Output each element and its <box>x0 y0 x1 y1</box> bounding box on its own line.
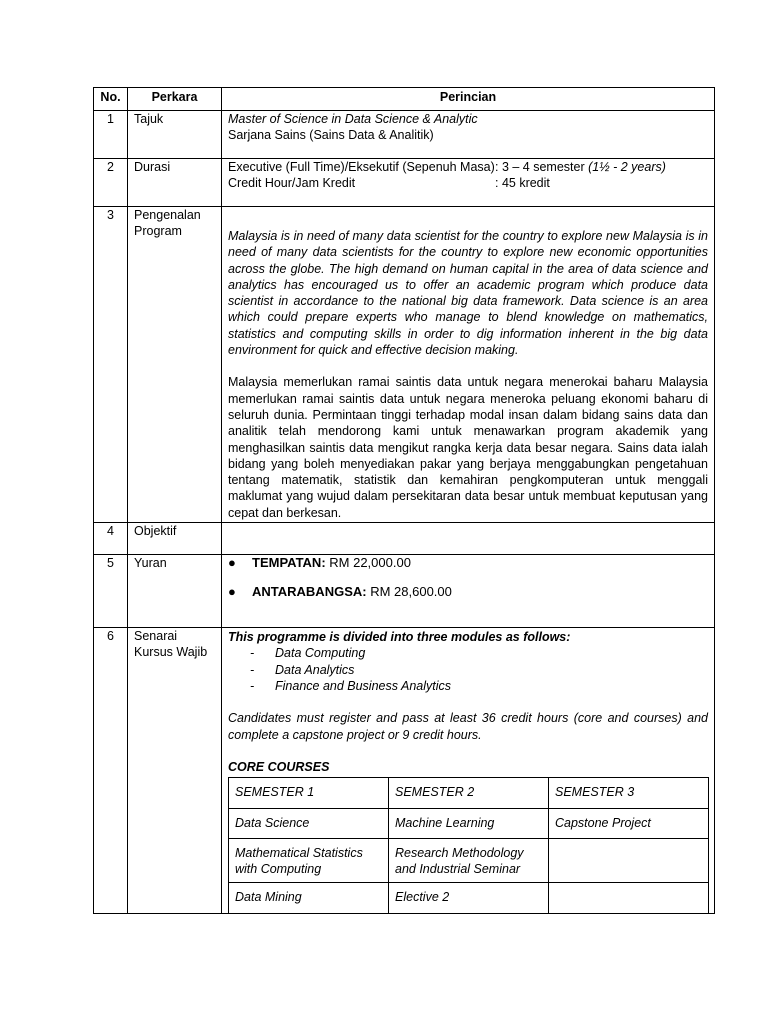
row-detail <box>222 159 715 207</box>
table-cell: Data Science <box>229 809 389 839</box>
row-pengenalan <box>94 207 715 523</box>
credit-label: Credit Hour/Jam Kredit <box>228 176 356 191</box>
row-tajuk <box>94 111 715 159</box>
table-cell: Research Methodology and Industrial Seminar <box>389 839 549 883</box>
row-label: Yuran <box>128 555 222 628</box>
table-cell: Data Mining <box>229 883 389 914</box>
row-detail <box>222 207 715 523</box>
row-number: 2 <box>94 159 128 207</box>
row-label: Durasi <box>128 159 222 207</box>
fee-local-label: TEMPATAN: <box>252 555 326 571</box>
row-label: Pengenalan Program <box>128 207 222 523</box>
row-label: Senarai Kursus Wajib <box>128 628 222 914</box>
row-number: 6 <box>94 628 128 914</box>
bullet-icon: ● <box>228 555 236 571</box>
fee-international <box>228 584 708 600</box>
fee-intl-label: ANTARABANGSA: <box>252 584 367 600</box>
core-courses-table <box>228 777 709 914</box>
row-number: 5 <box>94 555 128 628</box>
table-cell: Capstone Project <box>549 809 709 839</box>
header-row <box>94 88 715 111</box>
list-item: - Finance and Business Analytics <box>250 678 452 693</box>
list-item: - Data Analytics <box>250 662 355 677</box>
module-list <box>228 645 708 694</box>
row-detail <box>222 523 715 555</box>
row-detail <box>222 111 715 159</box>
row-number: 3 <box>94 207 128 523</box>
core-courses-heading: CORE COURSES <box>228 759 330 774</box>
row-label: Tajuk <box>128 111 222 159</box>
title-english: Master of Science in Data Science & Analytic <box>228 112 478 126</box>
duration-value: : 3 – 4 semester (1½ - 2 years) <box>495 160 666 174</box>
fee-intl-value: RM 28,600.00 <box>366 584 452 600</box>
fee-local-value: RM 22,000.00 <box>325 555 411 571</box>
programme-info-table <box>93 87 715 914</box>
table-cell: Mathematical Statistics with Computing <box>229 839 389 883</box>
duration-years: (1½ - 2 years) <box>588 160 666 174</box>
row-kursus <box>94 628 715 914</box>
table-header-cell: SEMESTER 1 <box>229 778 389 809</box>
header-no: No. <box>94 88 128 111</box>
row-objektif <box>94 523 715 555</box>
row-yuran <box>94 555 715 628</box>
list-item: - Data Computing <box>250 646 366 661</box>
credit-line <box>228 175 708 191</box>
table-header-cell: SEMESTER 2 <box>389 778 549 809</box>
duration-label: Executive (Full Time)/Eksekutif (Sepenuh Masa) <box>228 160 495 174</box>
table-row <box>229 778 709 809</box>
row-detail <box>222 555 715 628</box>
fee-local <box>228 555 708 571</box>
row-number: 4 <box>94 523 128 555</box>
header-perkara: Perkara <box>128 88 222 111</box>
table-row <box>229 883 709 914</box>
table-header-cell: SEMESTER 3 <box>549 778 709 809</box>
header-perincian: Perincian <box>222 88 715 111</box>
row-durasi <box>94 159 715 207</box>
table-row <box>229 839 709 883</box>
title-malay: Sarjana Sains (Sains Data & Analitik) <box>228 128 434 143</box>
table-cell <box>549 883 709 914</box>
table-cell: Machine Learning <box>389 809 549 839</box>
table-cell: Elective 2 <box>389 883 549 914</box>
credit-value: : 45 kredit <box>495 176 550 191</box>
intro-paragraph-english: Malaysia is in need of many data scientist for the country to explore new Malaysia is in need of many data scientists for the country to explore new economic opportunities across the globe. The high demand on human capital in the area of data science and analytics has encouraged us to offer an academic program which produce data scientist in accordance to the national big data framework. Data science is an area which could prepare experts who manage to blend knowledge on mathematics, statistics and computing skills in order to dig information inherent in the big data environment for quick and effective decision making. <box>228 229 708 358</box>
bullet-icon: ● <box>228 584 236 600</box>
table-cell <box>549 839 709 883</box>
modules-intro: This programme is divided into three modules as follows: <box>228 630 571 645</box>
intro-paragraph-malay: Malaysia memerlukan ramai saintis data untuk negara menerokai baharu Malaysia memerlukan ramai saintis data untuk negara meneroka peluang ekonomi baharu di seluruh dunia. Permintaan tinggi terhadap modal insan dalam bidang sains data dan analitik telah mendorong kami untuk menawarkan program akademik yang menghasilkan saintis data mengikut rangka kerja data besar negara. Sains data ialah bidang yang boleh menyediakan pakar yang berjaya menggabungkan pengetahuan tentang matematik, statistik dan kemahiran pengkomputeran untuk menggali maklumat yang wujud dalam persekitaran data besar untuk membuat keputusan yang cepat dan berkesan. <box>228 375 708 520</box>
duration-line <box>228 159 708 175</box>
credit-requirement: Candidates must register and pass at least 36 credit hours (core and courses) and complete a capstone project or 9 credit hours. <box>228 711 708 742</box>
row-number: 1 <box>94 111 128 159</box>
row-detail <box>222 628 715 914</box>
table-row <box>229 809 709 839</box>
row-label: Objektif <box>128 523 222 555</box>
